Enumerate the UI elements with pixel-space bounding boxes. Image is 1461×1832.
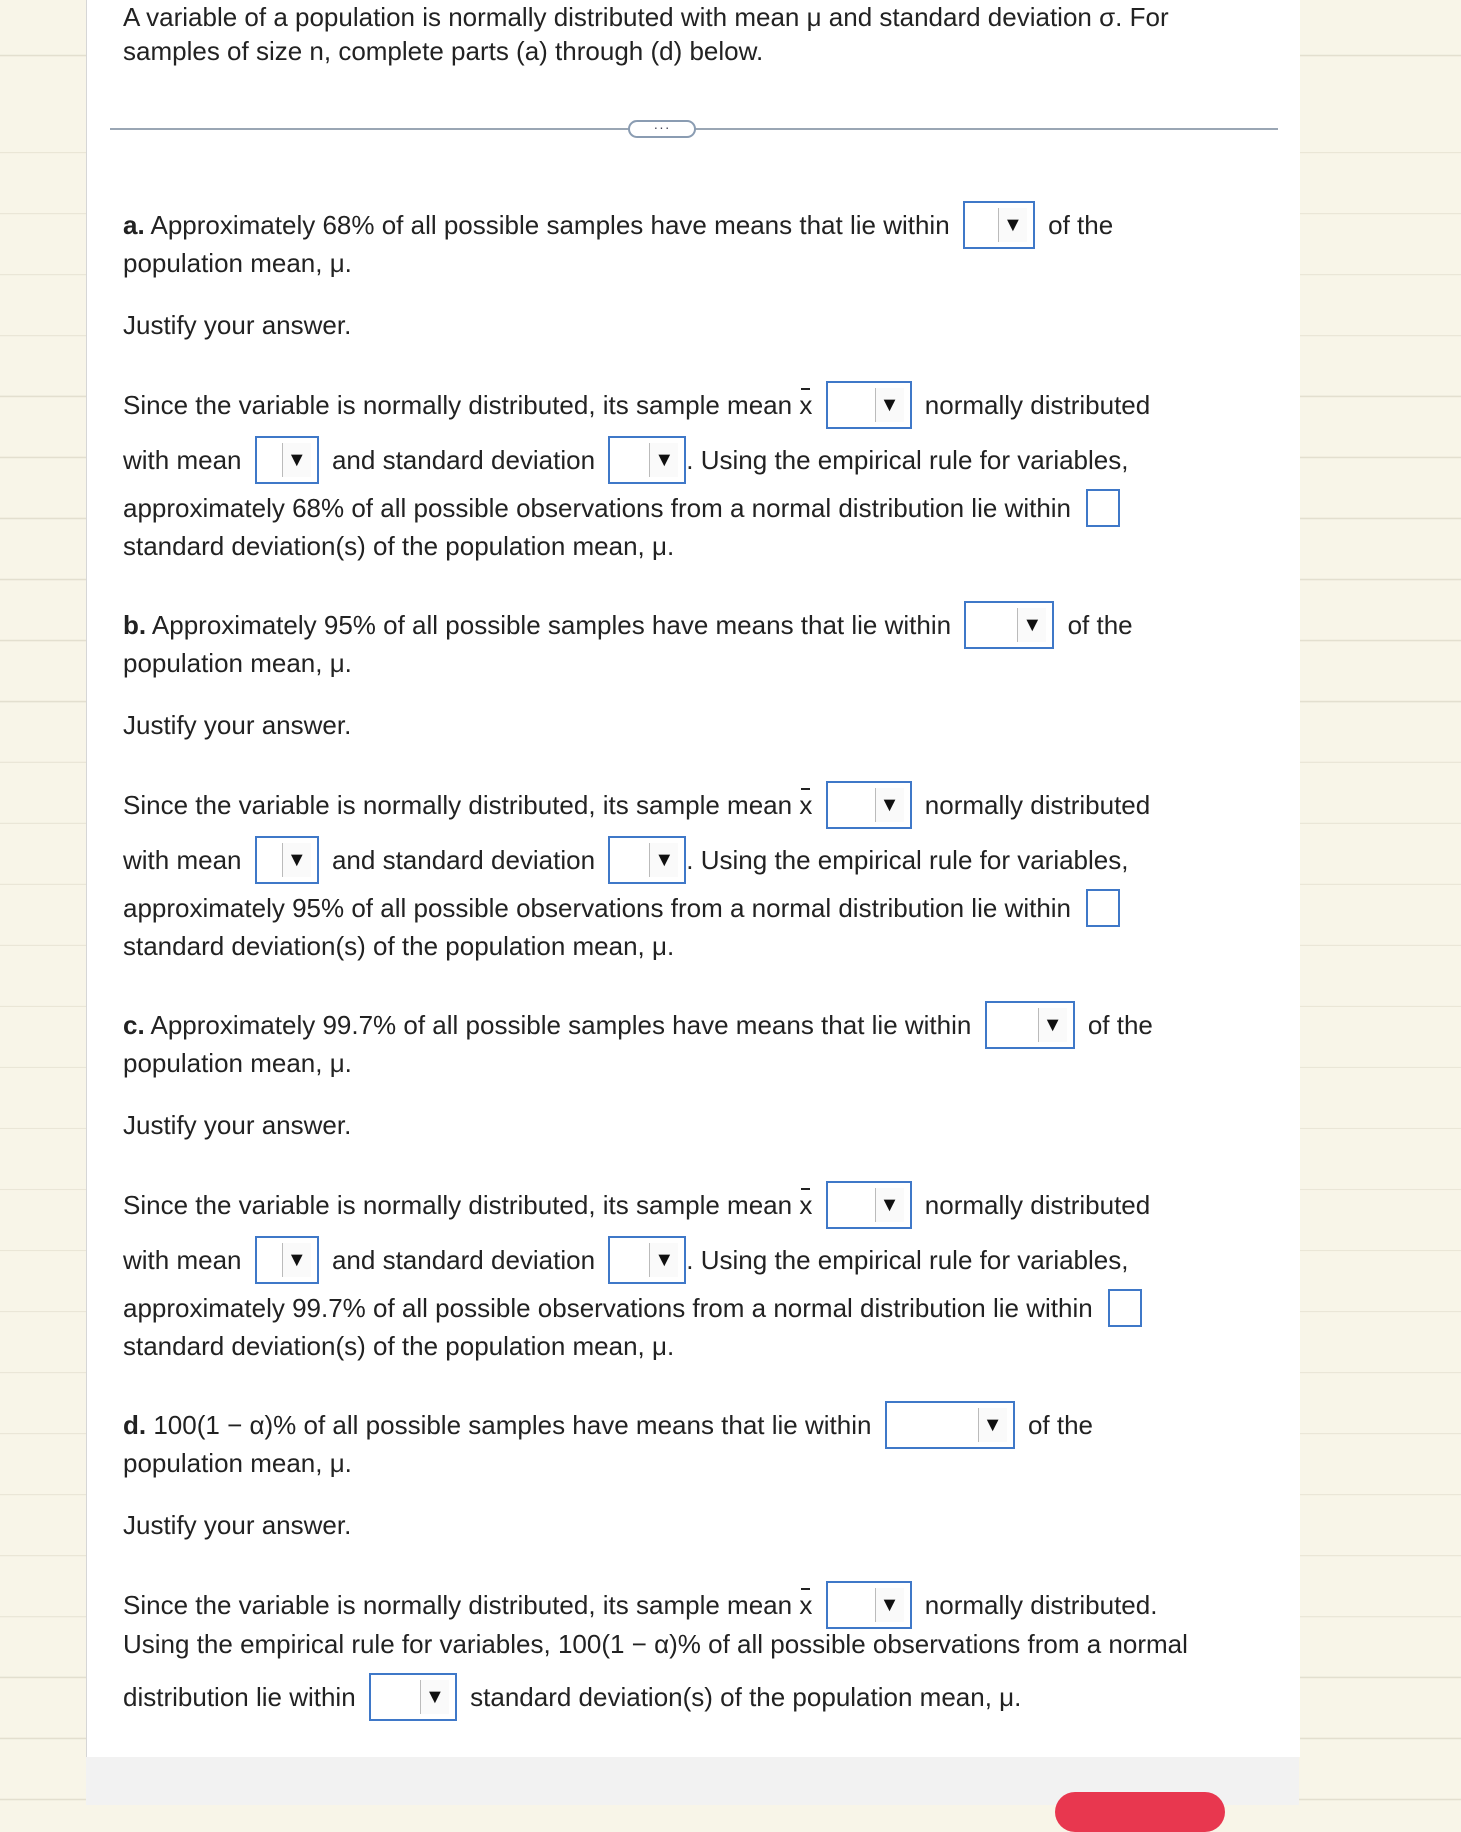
part-a-question-text: Approximately 68% of all possible samples have means that lie within (150, 209, 950, 240)
expand-more-button[interactable]: ··· (628, 120, 696, 138)
part-d-distribution-line (123, 1675, 1021, 1723)
submit-button[interactable] (1055, 1792, 1225, 1832)
since-text: Since the variable is normally distributed, its sample mean (123, 1189, 793, 1220)
of-the-text: of the (1027, 1409, 1093, 1440)
part-b-mean-sd-line (123, 838, 1128, 886)
x-bar-symbol: x (799, 1589, 813, 1620)
with-mean-text: with mean (123, 444, 242, 475)
part-b-sd-dropdown[interactable] (608, 836, 686, 884)
dropdown-arrow-icon: ▼ (1017, 608, 1046, 642)
dropdown-arrow-icon: ▼ (649, 1243, 678, 1277)
dropdown-arrow-icon: ▼ (978, 1408, 1007, 1442)
part-d-sd-count-dropdown[interactable] (369, 1673, 457, 1721)
part-a-mean-dropdown[interactable] (255, 436, 319, 484)
part-d-is-dropdown[interactable] (826, 1581, 912, 1629)
part-c-is-dropdown[interactable] (826, 1181, 912, 1229)
dropdown-arrow-icon: ▼ (282, 443, 311, 477)
part-a-sd-dropdown[interactable] (608, 436, 686, 484)
part-b-sd-count-input[interactable] (1086, 889, 1120, 927)
dropdown-arrow-icon: ▼ (282, 1243, 311, 1277)
part-b-question-text: Approximately 95% of all possible samples have means that lie within (151, 609, 952, 640)
distribution-lie-within-text: distribution lie within (123, 1681, 356, 1712)
using-text: . Using the empirical rule for variables, (686, 1244, 1129, 1275)
sd-of-population-text: standard deviation(s) of the population mean, μ. (123, 1331, 675, 1361)
population-mean-text: population mean, μ. (123, 1448, 352, 1478)
normally-distributed-text: normally distributed (924, 1189, 1151, 1220)
x-bar-symbol: x (799, 789, 813, 820)
dropdown-arrow-icon: ▼ (875, 1588, 904, 1622)
part-b-mean-dropdown[interactable] (255, 836, 319, 884)
part-b-empirical-line (123, 891, 1120, 929)
with-mean-text: with mean (123, 1244, 242, 1275)
since-text: Since the variable is normally distributed, its sample mean (123, 789, 793, 820)
sd-of-population-text: standard deviation(s) of the population mean, μ. (123, 931, 675, 961)
of-the-text: of the (1067, 609, 1133, 640)
dropdown-arrow-icon: ▼ (420, 1680, 449, 1714)
part-d-using-line: Using the empirical rule for variables, 100(1 − α)% of all possible observations from a normal (123, 1629, 1188, 1659)
part-c-empirical-line (123, 1291, 1142, 1329)
part-b-empirical-text: approximately 95% of all possible observations from a normal distribution lie within (123, 892, 1072, 923)
part-c-question-text: Approximately 99.7% of all possible samples have means that lie within (150, 1009, 972, 1040)
justify-text: Justify your answer. (123, 710, 352, 740)
part-a-mean-sd-line (123, 438, 1128, 486)
justify-text: Justify your answer. (123, 310, 352, 340)
using-text: . Using the empirical rule for variables, (686, 444, 1129, 475)
normally-distributed-period-text: normally distributed. (924, 1589, 1158, 1620)
part-d-since-line (123, 1583, 1157, 1631)
dropdown-arrow-icon: ▼ (998, 208, 1027, 242)
part-d-sd-text: standard deviation(s) of the population mean, μ. (470, 1681, 1022, 1712)
intro-line-2: samples of size n, complete parts (a) through (d) below. (123, 36, 764, 66)
population-mean-text: population mean, μ. (123, 248, 352, 278)
sd-of-population-text: standard deviation(s) of the population mean, μ. (123, 531, 675, 561)
dropdown-arrow-icon: ▼ (875, 388, 904, 422)
normally-distributed-text: normally distributed (924, 389, 1151, 420)
part-b-within-dropdown[interactable] (964, 601, 1054, 649)
part-d-label: d. (123, 1409, 147, 1440)
part-a-label: a. (123, 209, 145, 240)
using-text: . Using the empirical rule for variables, (686, 844, 1129, 875)
part-c-empirical-text: approximately 99.7% of all possible observations from a normal distribution lie within (123, 1292, 1093, 1323)
part-a-question (123, 203, 1113, 251)
and-sd-text: and standard deviation (331, 444, 596, 475)
part-c-sd-dropdown[interactable] (608, 1236, 686, 1284)
part-a-empirical-text: approximately 68% of all possible observations from a normal distribution lie within (123, 492, 1072, 523)
of-the-text: of the (1087, 1009, 1153, 1040)
justify-text: Justify your answer. (123, 1510, 352, 1540)
intro-line-1: A variable of a population is normally distributed with mean μ and standard deviation σ. For (123, 2, 1169, 32)
part-a-sd-count-input[interactable] (1086, 489, 1120, 527)
part-a-within-dropdown[interactable] (963, 201, 1035, 249)
of-the-text: of the (1048, 209, 1114, 240)
since-text: Since the variable is normally distributed, its sample mean (123, 389, 793, 420)
part-c-question (123, 1003, 1153, 1051)
part-c-label: c. (123, 1009, 145, 1040)
population-mean-text: population mean, μ. (123, 1048, 352, 1078)
dropdown-arrow-icon: ▼ (875, 788, 904, 822)
dropdown-arrow-icon: ▼ (649, 443, 678, 477)
dropdown-arrow-icon: ▼ (875, 1188, 904, 1222)
normally-distributed-text: normally distributed (924, 789, 1151, 820)
part-a-since-line (123, 383, 1150, 431)
dropdown-arrow-icon: ▼ (1038, 1008, 1067, 1042)
part-c-sd-count-input[interactable] (1108, 1289, 1142, 1327)
part-c-mean-dropdown[interactable] (255, 1236, 319, 1284)
part-d-within-dropdown[interactable] (885, 1401, 1015, 1449)
part-c-since-line (123, 1183, 1150, 1231)
dropdown-arrow-icon: ▼ (649, 843, 678, 877)
part-c-within-dropdown[interactable] (985, 1001, 1075, 1049)
justify-text: Justify your answer. (123, 1110, 352, 1140)
population-mean-text: population mean, μ. (123, 648, 352, 678)
part-d-question-text: 100(1 − α)% of all possible samples have means that lie within (153, 1409, 872, 1440)
part-d-question (123, 1403, 1093, 1451)
part-b-since-line (123, 783, 1150, 831)
x-bar-symbol: x (799, 389, 813, 420)
and-sd-text: and standard deviation (331, 844, 596, 875)
with-mean-text: with mean (123, 844, 242, 875)
since-text: Since the variable is normally distributed, its sample mean (123, 1589, 793, 1620)
dropdown-arrow-icon: ▼ (282, 843, 311, 877)
part-b-is-dropdown[interactable] (826, 781, 912, 829)
part-a-is-dropdown[interactable] (826, 381, 912, 429)
x-bar-symbol: x (799, 1189, 813, 1220)
part-b-label: b. (123, 609, 147, 640)
part-b-question (123, 603, 1133, 651)
and-sd-text: and standard deviation (331, 1244, 596, 1275)
part-c-mean-sd-line (123, 1238, 1128, 1286)
part-a-empirical-line (123, 491, 1120, 529)
